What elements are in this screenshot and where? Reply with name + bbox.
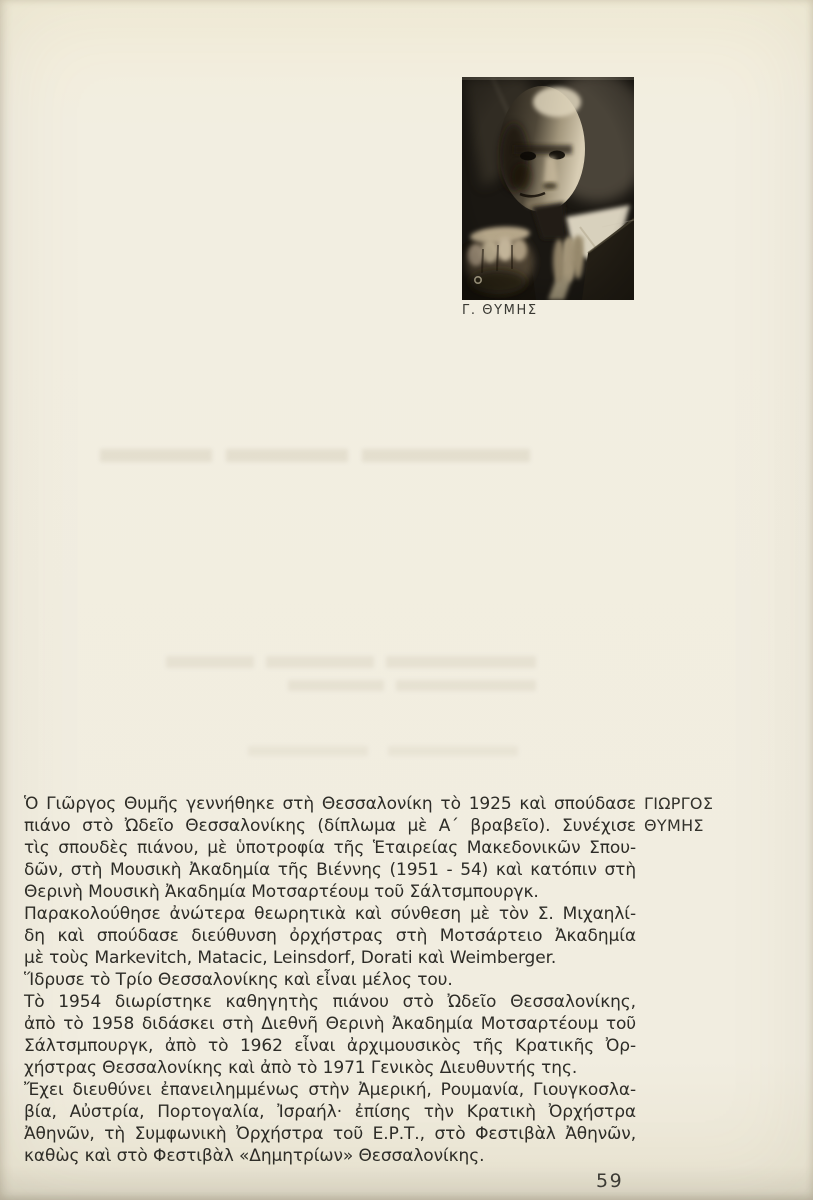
body-text-line: βία, Αὐστρία, Πορτογαλία, Ἰσραήλ· ἐπίσης τὴν Κρατικὴ Ὀρχήστρα <box>24 1102 636 1122</box>
portrait-photo-frame <box>462 77 634 300</box>
body-text-line: μὲ τοὺς Markevitch, Matacic, Leinsdorf, Dorati καὶ Weimberger. <box>24 948 557 968</box>
body-text-line: Ἀθηνῶν, τὴ Συμφωνικὴ Ὀρχήστρα τοῦ Ε.Ρ.Τ., στὸ Φεστιβὰλ Ἀθηνῶν, <box>24 1124 636 1144</box>
body-text-line: Σάλτσμπουργκ, ἀπὸ τὸ 1962 εἶναι ἀρχιμουσικὸς τῆς Κρατικῆς Ὀρ- <box>24 1036 636 1056</box>
showthrough-ghost-line <box>100 447 548 465</box>
body-text-line: πιάνο στὸ Ὠδεῖο Θεσσαλονίκης (δίπλωμα μὲ Α΄ βραβεῖο). Συνέχισε <box>24 816 636 836</box>
margin-heading <box>644 793 809 837</box>
body-text-line: τὶς σπουδὲς πιάνου, μὲ ὑποτροφία τῆς Ἑταιρείας Μακεδονικῶν Σπου- <box>24 838 636 858</box>
body-text-line: δῶν, στὴ Μουσικὴ Ἀκαδημία τῆς Βιέννης (1951 - 54) καὶ κατόπιν στὴ <box>24 860 636 880</box>
body-text-line: δη καὶ σπούδασε διεύθυνση ὀρχήστρας στὴ Μοτσάρτειο Ἀκαδημία <box>24 926 636 946</box>
portrait-photo <box>462 77 634 300</box>
margin-heading-line: ΓΙΩΡΓΟΣ <box>644 794 714 813</box>
body-text-line: Θερινὴ Μουσικὴ Ἀκαδημία Μοτσαρτέουμ τοῦ Σάλτσμπουργκ. <box>24 882 539 902</box>
showthrough-ghost-block <box>160 654 560 698</box>
body-text-line: Τὸ 1954 διωρίστηκε καθηγητὴς πιάνου στὸ Ὠδεῖο Θεσσαλονίκης, <box>24 992 636 1012</box>
body-text-line: Ἔχει διευθύνει ἐπανειλημμένως στὴν Ἀμερική, Ρουμανία, Γιουγκοσλα- <box>24 1080 636 1100</box>
body-text-line: Ἵδρυσε τὸ Τρίο Θεσσαλονίκης καὶ εἶναι μέλος του. <box>24 970 453 990</box>
body-text-line: χήστρας Θεσσαλονίκης καὶ ἀπὸ τὸ 1971 Γενικὸς Διευθυντής της. <box>24 1058 578 1078</box>
body-text-line: καθὼς καὶ στὸ Φεστιβὰλ «Δημητρίων» Θεσσαλονίκης. <box>24 1146 485 1166</box>
margin-heading-line: ΘΥΜΗΣ <box>644 816 704 835</box>
showthrough-ghost-line <box>248 744 528 759</box>
page-number: 59 <box>596 1170 624 1192</box>
body-text <box>24 793 636 1167</box>
body-text-line: ἀπὸ τὸ 1958 διδάσκει στὴ Διεθνῆ Θερινὴ Ἀκαδημία Μοτσαρτέουμ τοῦ <box>24 1014 636 1034</box>
body-text-line: Παρακολούθησε ἀνώτερα θεωρητικὰ καὶ σύνθεση μὲ τὸν Σ. Μιχαηλί- <box>24 904 636 924</box>
photo-caption: Γ. ΘΥΜΗΣ <box>462 303 538 318</box>
body-text-line: Ὁ Γιῶργος Θυμῆς γεννήθηκε στὴ Θεσσαλονίκη τὸ 1925 καὶ σπούδασε <box>24 794 636 814</box>
